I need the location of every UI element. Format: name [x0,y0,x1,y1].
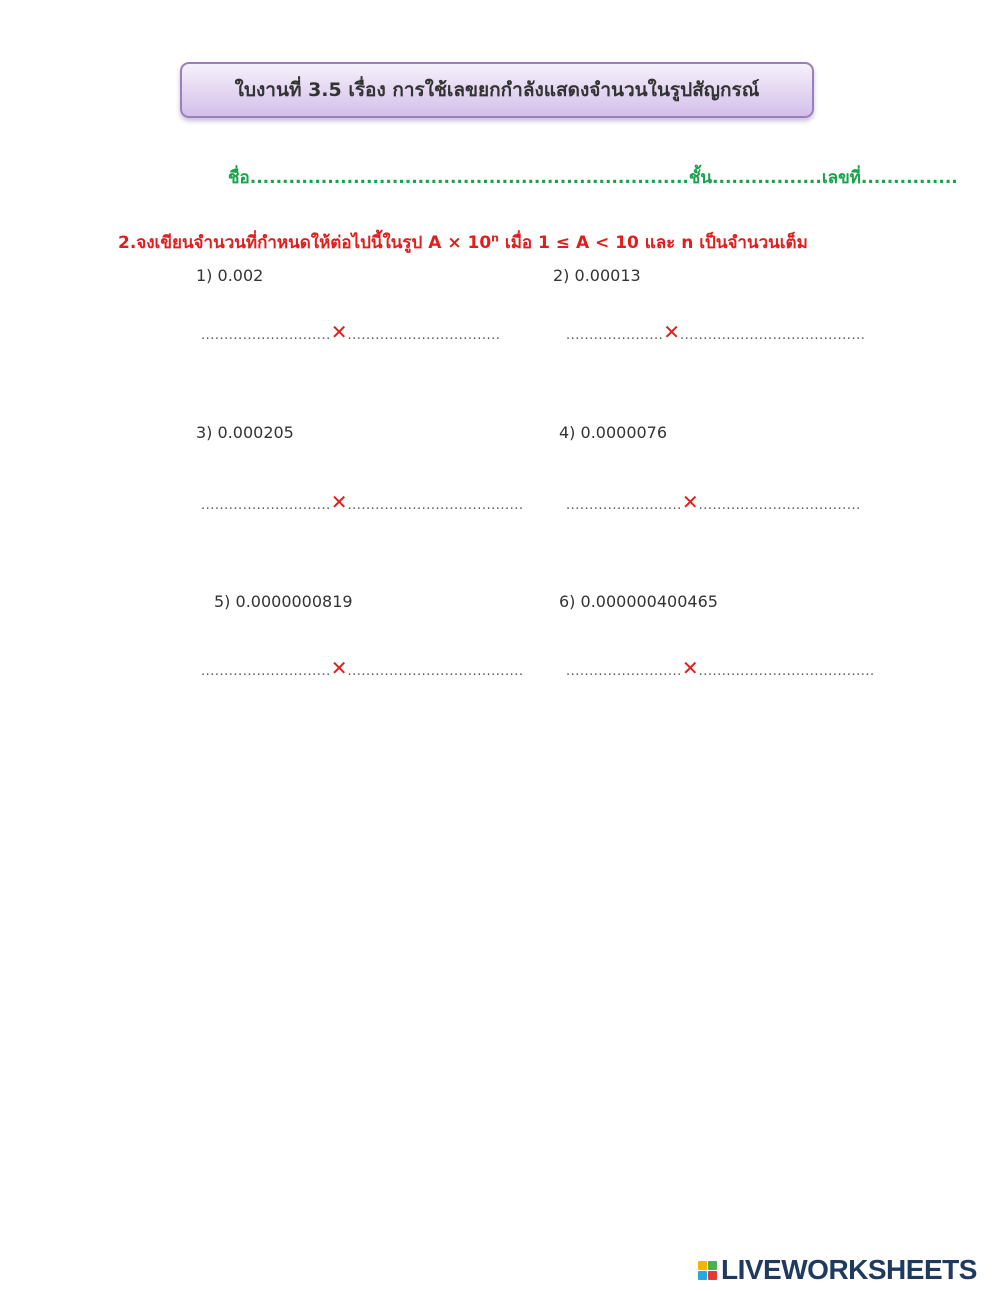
cross-mark-icon: ✕ [330,490,348,514]
answer-dots-right: ................................... [698,498,861,513]
logo-blocks-icon [698,1261,717,1280]
cross-mark-icon: ✕ [330,320,348,344]
item-5-answer[interactable] [201,656,524,680]
worksheet-title-box [180,62,814,118]
cross-mark-icon: ✕ [681,656,699,680]
instruction-exponent: n [491,231,499,245]
answer-dots-left: ............................ [201,328,331,343]
item-1-label: 1) 0.002 [196,266,264,285]
item-3-answer[interactable] [201,490,524,514]
item-4-answer[interactable] [566,490,861,514]
logo-block [708,1261,717,1270]
answer-dots-right: ................................. [347,328,501,343]
answer-dots-left: ............................ [201,664,331,679]
worksheet-title: ใบงานที่ 3.5 เรื่อง การใช้เลขยกกำลังแสดงจำนวนในรูปสัญกรณ์ [234,79,760,101]
instruction-text: 2.จงเขียนจำนวนที่กำหนดให้ต่อไปนี้ในรูป A × 10 [118,233,492,253]
cross-mark-icon: ✕ [681,490,699,514]
liveworksheets-logo[interactable] [698,1253,977,1287]
answer-dots-right: ...................................... [698,664,875,679]
cross-mark-icon: ✕ [663,320,681,344]
answer-dots-right: ...................................... [347,664,524,679]
answer-dots-right: ........................................ [680,328,866,343]
item-1-answer[interactable] [201,320,500,344]
instruction-condition: เมื่อ 1 ≤ A < 10 และ n เป็นจำนวนเต็ม [499,233,808,253]
answer-dots-left: ............................ [201,498,331,513]
item-4-label: 4) 0.0000076 [559,423,668,442]
answer-dots-left: ......................... [566,664,682,679]
logo-block [698,1271,707,1280]
answer-dots-left: ..................... [566,328,664,343]
question-instruction [118,229,808,256]
item-5-label: 5) 0.0000000819 [214,592,353,611]
logo-text: LIVEWORKSHEETS [721,1254,977,1285]
logo-block [698,1261,707,1270]
item-3-label: 3) 0.000205 [196,423,294,442]
item-6-label: 6) 0.000000400465 [559,592,718,611]
cross-mark-icon: ✕ [330,656,348,680]
item-2-answer[interactable] [566,320,865,344]
item-2-label: 2) 0.00013 [553,266,641,285]
student-info-line: ชื่อ....................................................................ชั้น.................เลขที่............... [228,168,958,188]
logo-block [708,1271,717,1280]
answer-dots-right: ...................................... [347,498,524,513]
answer-dots-left: ......................... [566,498,682,513]
item-6-answer[interactable] [566,656,875,680]
